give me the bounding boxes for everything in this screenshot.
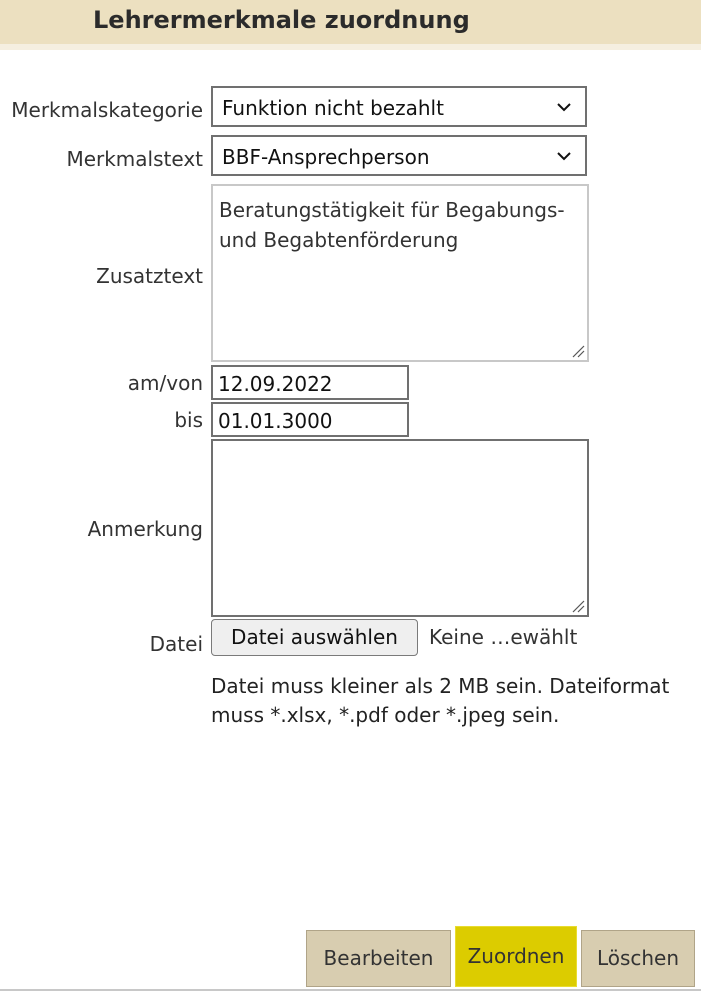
text-select[interactable]: [211, 135, 587, 176]
additional-text-label: Zusatztext: [96, 264, 203, 288]
chevron-down-icon: [557, 100, 571, 114]
file-hint-text: Datei muss kleiner als 2 MB sein. Dateiformat muss *.xlsx, *.pdf oder *.jpeg sein.: [211, 674, 670, 727]
additional-text-area[interactable]: [211, 184, 589, 362]
note-text-area[interactable]: [211, 439, 589, 617]
page-title: Lehrermerkmale zuordnung: [93, 6, 470, 34]
from-date-value: 12.09.2022: [218, 372, 333, 396]
page-header: [0, 0, 701, 50]
resize-grip-icon[interactable]: [571, 344, 585, 358]
category-select-value: Funktion nicht bezahlt: [222, 96, 444, 120]
text-label: Merkmalstext: [66, 147, 203, 171]
resize-grip-icon[interactable]: [571, 599, 585, 613]
file-label: Datei: [149, 632, 203, 656]
file-status-text: Keine …ewählt: [429, 625, 578, 649]
edit-button[interactable]: Bearbeiten: [306, 930, 451, 987]
to-date-input[interactable]: [211, 402, 409, 437]
assign-button[interactable]: Zuordnen: [455, 926, 577, 987]
from-date-input[interactable]: [211, 365, 409, 400]
from-date-label: am/von: [127, 371, 203, 395]
chevron-down-icon: [557, 149, 571, 163]
to-date-label: bis: [174, 408, 203, 432]
choose-file-button[interactable]: Datei auswählen: [211, 619, 418, 656]
category-select[interactable]: [211, 86, 587, 127]
note-label: Anmerkung: [87, 517, 203, 541]
bottom-divider: [0, 989, 701, 991]
to-date-value: 01.01.3000: [218, 409, 333, 433]
category-label: Merkmalskategorie: [11, 98, 203, 122]
text-select-value: BBF-Ansprechperson: [222, 145, 430, 169]
delete-button[interactable]: Löschen: [581, 930, 695, 987]
additional-text-value: Beratungstätigkeit für Begabungs- und Begabtenförderung: [219, 198, 565, 252]
